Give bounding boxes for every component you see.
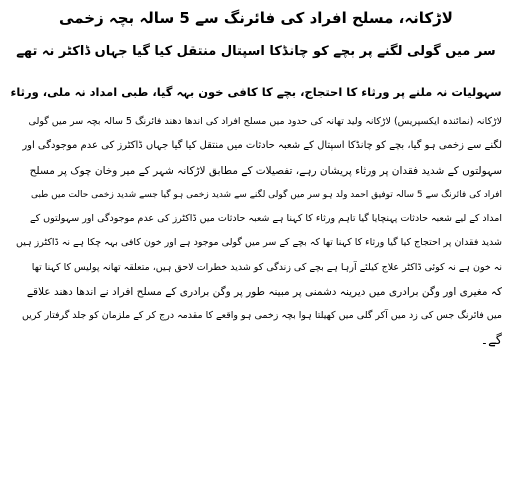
body-line: لاڑکانہ (نمائندہ ایکسپریس) لاڑکانہ ولید تھانہ کی حدود میں مسلح افراد کی اندھا دھند فائرنگ 5 سالہ بچہ سر میں گولی	[28, 116, 502, 127]
body-line: کہ مغیری اور وگن برادری میں دیرینہ دشمنی پر مبینہ طور پر وگن برادری کے مسلح افراد نے اندھا دھند علاقے	[26, 286, 502, 299]
body-line: شدید فقدان پر احتجاج کیا گیا ورثاء کا کہنا تھا کہ بچے کے سر میں گولی موجود ہے اور خون کافی بہہ چکا ہے نہ ڈاکٹرز ہیں	[15, 237, 502, 249]
body-line: سہولتوں کے شدید فقدان پر ورثاء پریشان رہے، تفصیلات کے مطابق لاڑکانہ شہر کے میر وخان چوک پر مسلح	[29, 164, 502, 177]
body-line: افراد کی فائرنگ سے 5 سالہ توفیق احمد ولد ہو سر میں گولی لگنے سے شدید زخمی ہو گیا جسے شدید زخمی حالت میں طبی	[30, 189, 502, 200]
body-line: لگنے سے زخمی ہو گیا، بچے کو چانڈکا اسپتال کے شعبہ حادثات میں منتقل کیا گیا جہاں ڈاکٹرز کی عدم موجودگی اور	[22, 140, 502, 152]
body-line: نہ خون ہے نہ کوئی ڈاکٹر علاج کیلئے آرہا ہے بچے کی زندگی کو شدید خطرات لاحق ہیں، متعلقہ تھانہ پولیس کا کہنا تھا	[31, 261, 502, 273]
article-body	[10, 110, 502, 353]
body-line: گے۔	[480, 332, 502, 348]
body-line: امداد کے لیے شعبہ حادثات پہنچایا گیا تاہم ورثاء کا کہنا ہے شعبہ حادثات میں ڈاکٹرز کی عدم موجودگی اور سہولتوں کے	[30, 213, 502, 225]
headline-sub-1: سر میں گولی لگنے پر بچے کو چانڈکا اسپتال منتقل کیا گیا جہاں ڈاکٹر نہ تھے	[16, 44, 496, 59]
headline-sub-2: سہولیات نہ ملنے پر ورثاء کا احتجاج، بچے کا کافی خون بہہ گیا، طبی امداد نہ ملی، ورثاء	[10, 85, 502, 99]
headline-main: لاڑکانہ، مسلح افراد کی فائرنگ سے 5 سالہ بچہ زخمی	[59, 9, 453, 27]
body-line: میں فائرنگ جس کی زد میں آکر گلی میں کھیلتا ہوا بچہ زخمی ہو واقعے کا مقدمہ درج کر کے ملزمان کو جلد گرفتار کریں	[21, 310, 502, 322]
